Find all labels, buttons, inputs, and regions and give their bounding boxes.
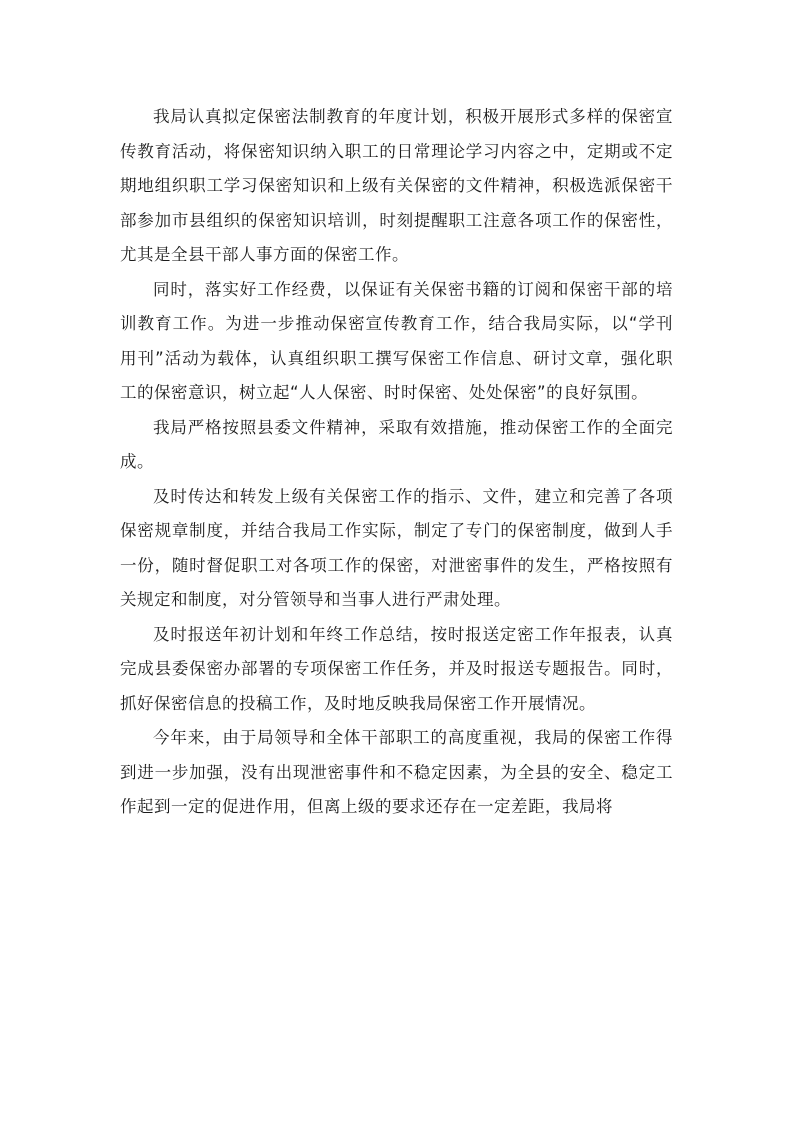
paragraph-confidentiality-education-plan: 我局认真拟定保密法制教育的年度计划，积极开展形式多样的保密宣传教育活动，将保密知识纳入职工的日常理论学习内容之中，定期或不定期地组织职工学习保密知识和上级有关保密的文件精神，积极选派保密干部参加市县组织的保密知识培训，时刻提醒职工注意各项工作的保密性，尤其是全县干部人事方面的保密工作。 <box>120 107 673 264</box>
paragraph-reports-submission: 及时报送年初计划和年终工作总结，按时报送定密工作年报表，认真完成县委保密办部署的专项保密工作任务，并及时报送专题报告。同时，抓好保密信息的投稿工作，及时地反映我局保密工作开展情况。 <box>120 624 673 713</box>
paragraph-county-directives: 我局严格按照县委文件精神，采取有效措施，推动保密工作的全面完成。 <box>120 417 673 471</box>
paragraph-work-funding: 同时，落实好工作经费，以保证有关保密书籍的订阅和保密干部的培训教育工作。为进一步推动保密宣传教育工作，结合我局实际，以“学刊用刊”活动为载体，认真组织职工撰写保密工作信息、研讨文章，强化职工的保密意识，树立起“人人保密、时时保密、处处保密”的良好氛围。 <box>120 279 673 402</box>
paragraph-rules-and-regulations: 及时传达和转发上级有关保密工作的指示、文件，建立和完善了各项保密规章制度，并结合我局工作实际，制定了专门的保密制度，做到人手一份，随时督促职工对各项工作的保密，对泄密事件的发生，严格按照有关规定和制度，对分管领导和当事人进行严肃处理。 <box>120 486 673 609</box>
paragraph-annual-summary: 今年来，由于局领导和全体干部职工的高度重视，我局的保密工作得到进一步加强，没有出现泄密事件和不稳定因素，为全县的安全、稳定工作起到一定的促进作用，但离上级的要求还存在一定差距，我局将 <box>120 728 673 816</box>
document-body <box>120 100 673 825</box>
